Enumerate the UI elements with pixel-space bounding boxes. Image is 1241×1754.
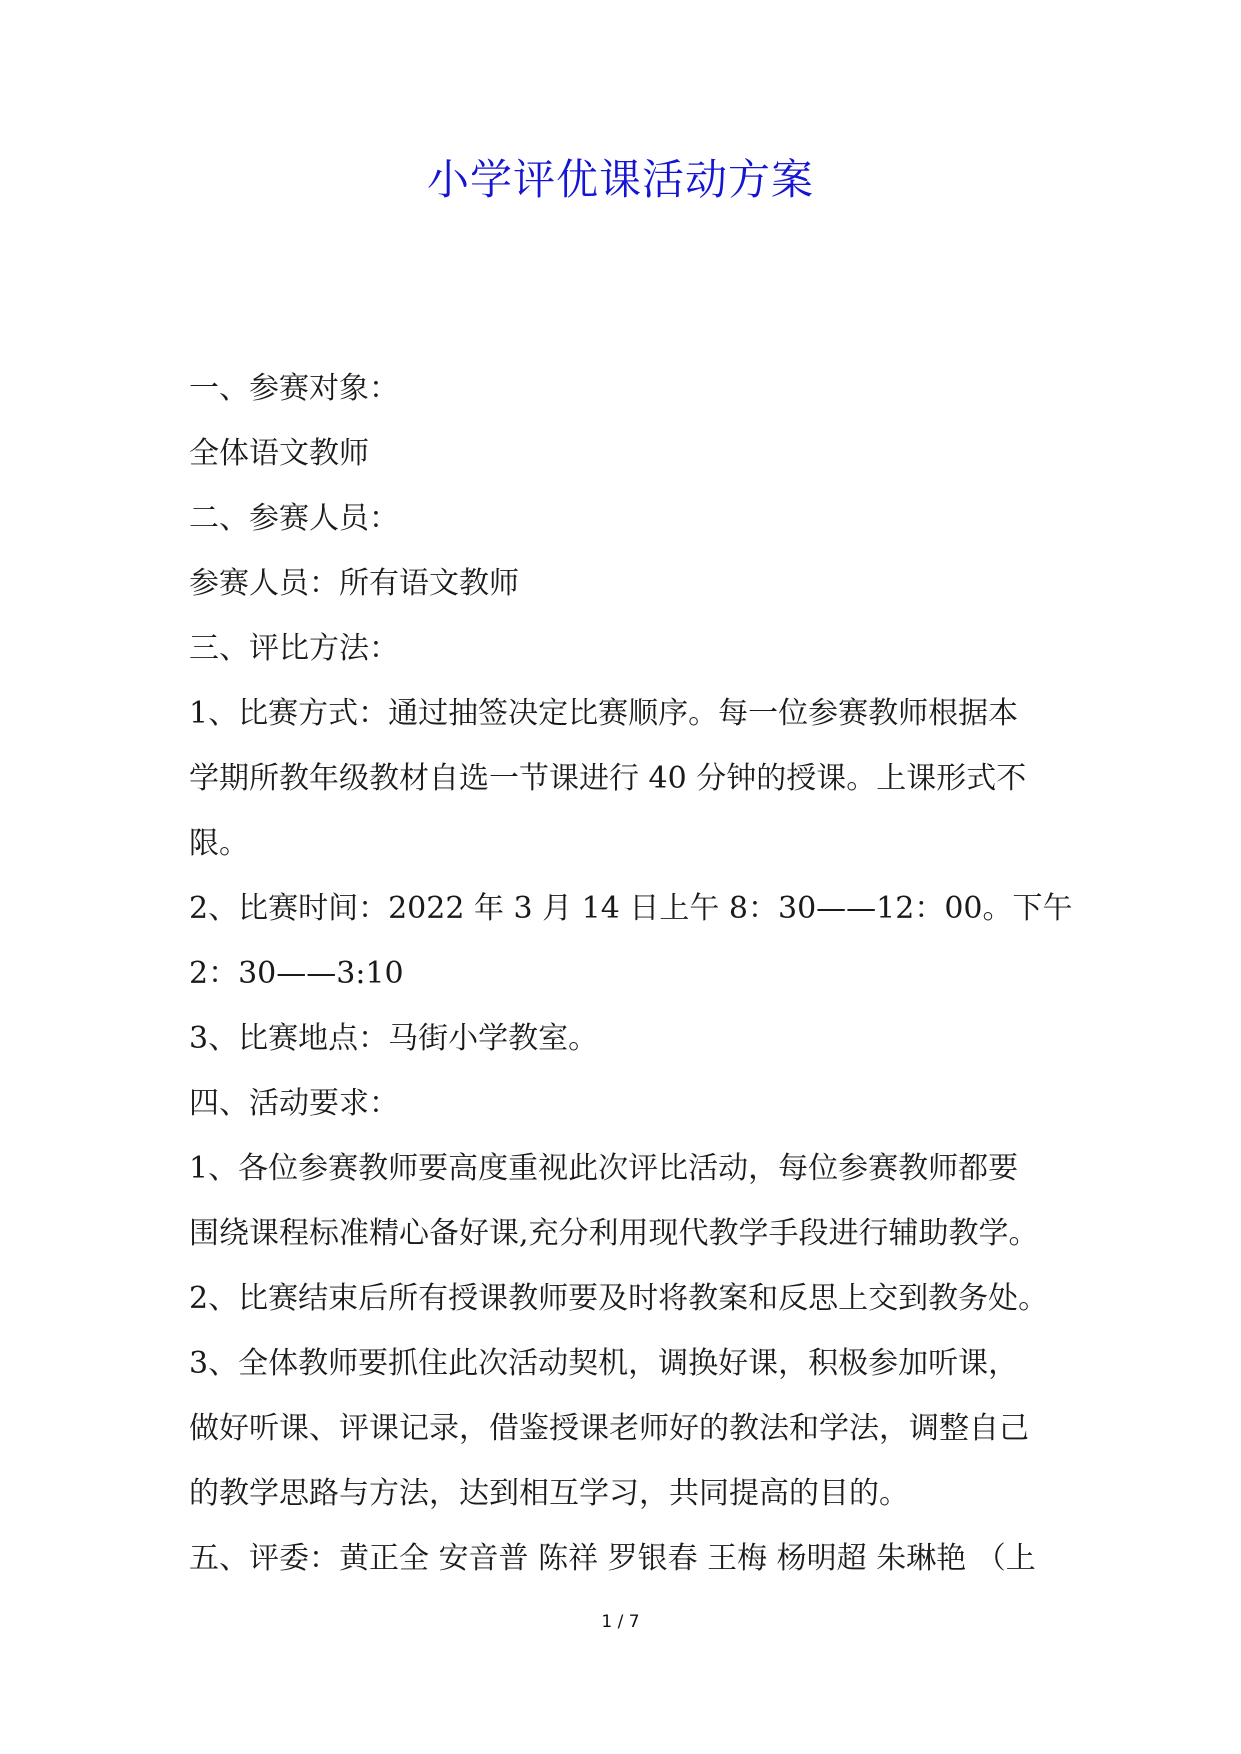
section-heading-participants: 一、参赛对象： <box>189 371 399 406</box>
paragraph-line: 3、比赛地点：马街小学教室。 <box>189 1021 599 1056</box>
paragraph-line: 2、比赛时间：2022 年 3 月 14 日上午 8：30——12：00。下午 <box>189 891 1073 926</box>
page-number: 1 / 7 <box>601 1612 640 1632</box>
paragraph-line: 的教学思路与方法，达到相互学习，共同提高的目的。 <box>189 1476 909 1511</box>
paragraph-line: 1、比赛方式：通过抽签决定比赛顺序。每一位参赛教师根据本 <box>189 696 1019 731</box>
section-heading-requirements: 四、活动要求： <box>189 1086 399 1121</box>
document-body <box>189 356 1073 1591</box>
document-title: 小学评优课活动方案 <box>426 155 814 204</box>
paragraph-line: 2、比赛结束后所有授课教师要及时将教案和反思上交到教务处。 <box>189 1281 1049 1316</box>
paragraph-line: 全体语文教师 <box>189 436 369 471</box>
paragraph-line: 2：30——3:10 <box>189 956 404 991</box>
paragraph-line: 限。 <box>189 826 249 861</box>
paragraph-line: 1、各位参赛教师要高度重视此次评比活动，每位参赛教师都要 <box>189 1151 1019 1186</box>
paragraph-line: 围绕课程标准精心备好课,充分利用现代教学手段进行辅助教学。 <box>189 1216 1039 1251</box>
paragraph-line: 3、全体教师要抓住此次活动契机，调换好课，积极参加听课， <box>189 1346 1019 1381</box>
paragraph-line: 学期所教年级教材自选一节课进行 40 分钟的授课。上课形式不 <box>189 761 1027 796</box>
section-heading-personnel: 二、参赛人员： <box>189 501 399 536</box>
section-heading-judges: 五、评委：黄正全 安音普 陈祥 罗银春 王梅 杨明超 朱琳艳 （上 <box>189 1541 1036 1576</box>
paragraph-line: 做好听课、评课记录，借鉴授课老师好的教法和学法，调整自己 <box>189 1411 1029 1446</box>
section-heading-method: 三、评比方法： <box>189 631 399 666</box>
paragraph-line: 参赛人员：所有语文教师 <box>189 566 519 601</box>
